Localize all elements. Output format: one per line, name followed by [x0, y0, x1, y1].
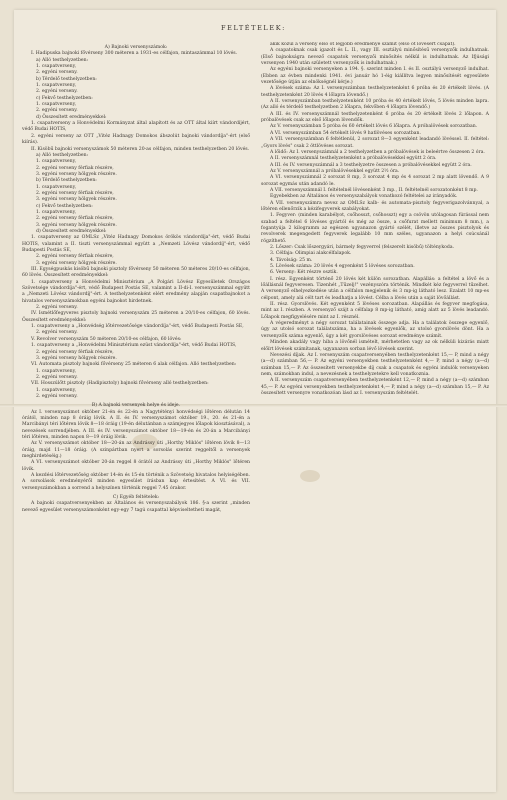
paragraph: Nevezési díjak. Az I. versenyszám csapatversenyében testhelyzetenként 15,— P, mind a négy (a—d) számban 56,— P. Az egyéni versenyekben testhelyzetenként 4,— P, mind a négy (a—d) számban 15,— P. Az összesített versenyekbe díj csak a csapatok és egyéni indulók versenyeken nem, számokban indul, a nevezésnek a testhelyzetekre kell vonatkoznia. [261, 352, 489, 377]
paragraph: 2. egyéni verseny férfiak részére, [36, 165, 114, 171]
paragraph: 1. csapatverseny a „Honvédség lőtérvezetősége vándordíja"-ért, védő Budapesti Postás SE, [31, 324, 244, 330]
paragraph: A III. és IV. versenyszámnál a 3 testhelyzetre összesen a próbalövésekkel együtt 2 óra. [270, 162, 472, 168]
paragraph: 3. egyéni verseny hölgyek részére. [36, 355, 117, 361]
paragraph: b) Térdelő testhelyzetben: [36, 76, 97, 82]
paragraph: 2. egyéni verseny férfiak részére, [36, 254, 114, 260]
paragraph: A kezdési lőtérvezetőség október 14-én és 15-én történik a Szövetség hivatalos helyiségében. A sorsolások eredményéről minden egyesület írásban kap értesítést. A VI. és VII. versenyszámokban a sorrend a helyszínen történik reggel 7.45 órakor. [22, 473, 250, 491]
paragraph: 1. csapatverseny, [36, 209, 77, 215]
paragraph: Egyebekben az Általános és versenyszabályok vonatkozó feltételei az irányadók. [270, 194, 458, 200]
section-heading: B) A bajnoki versenyek helye és ideje. [91, 403, 181, 409]
paragraph: 6. Verseny: Két részre osztik. [270, 270, 338, 276]
paragraph: 2. egyéni verseny. [36, 108, 78, 114]
paragraph: 2. egyéni verseny férfiak részére, [36, 216, 114, 222]
paragraph: VI. Automata pisztoly bajnoki fővérseny 25 méteren 6 alak célfajon. Alló testhelyzetben: [31, 362, 237, 368]
paragraph: 1. csapatverseny a Honvédelmi Kormányzat által alapított és az OTT által kiírt vándordíjért, védő Budai HOTIS, [22, 121, 250, 133]
paragraph: 2. egyéni verseny az OTT „Vitéz Hadnagy Domokos ábszolút bajnoki vándordíja"-ért (első kiírás). [22, 133, 250, 146]
paragraph: 2. Lőszer: Csak lőszergyári, bármely fegyverrel (felszerelt kisöbű) tölténykoda. [270, 245, 455, 250]
paragraph: II. Kisöbű bajnoki versenyszámok 50 méteren 20-as célfajon, minden testhelyzetben 20 lövés. [31, 146, 250, 152]
paragraph: I. Hadipuska bajnoki fővérseny 300 méteren a 1931-es célfajon, mintaszámmal 10 lövés. [31, 51, 238, 57]
paragraph: 3. egyéni verseny hölgyek részére. [36, 197, 117, 203]
paragraph: Az V. versenyszámot október 18—20-án az Andrássy úti „Horthy Miklós" lőtéren lövik 8—13 óráig, majd 11—18 óráig. (A szinpártban nyert a sorsolás szerint reggeltől a versenyek meghirdetéséig.) [22, 441, 250, 459]
paragraph: 1. csapatverseny, [36, 159, 77, 165]
paragraph: A II. versenyszámban testhelyzetenként 10 próba és 40 értékelt lövés, 5 lövés minden lapra. (Az alló és térdelő testhelyzetben 2 lőlapra, fekvőben 4 lőlapra lövendő.) [261, 99, 489, 111]
paragraph: 1. csapatverseny a „Honvédelmi Minisztérium ezüst vándordíja"-ért, védő Budai HOTIS, [31, 343, 237, 349]
paragraph: A VI. versenyszámban 54 értékelt lövés 9 hatlövéses sorozatban. [270, 130, 421, 136]
paragraph: 1. Fegyver: (minden karabélyot, csőhosszt, csőhosszt) egy a csövön utólagosan fúrással nem szabad a feltétel 6 lövéses gyártól és még az össze, a csőfurat mellett minimum 8 mm.), a fogantyúja 2 kilogramm az egészen ugyanazon gyártó szélét, illetve az összes pisztolyok és revolverek megengedett fegyverek legalább 10 mm széles, ugyanazon a helyi csúcsánál rögzíthető. [261, 213, 489, 244]
paragraph: VII. Hosszúlőtt pisztoly (Hadipisztoly) bajnoki fővérseny alló testhelyzetben: [31, 381, 209, 387]
paragraph: 1. csapatverseny, [36, 184, 77, 190]
paragraph: A végeredményt a négy sorozat találatainak összege adja. Ha a találatok összege egyenlő, úgy az utolsó sorozat találatszáma, ha a lövések egyenlők, az utolsó gyorslövés dönt. Ha a versenyzők száma egyenlő, úgy a két gyorslövéses sorozat eredménye számít. [261, 321, 489, 339]
paragraph: c) Fekvő testhelyzetben: [36, 203, 93, 209]
paragraph: 3. Célfaja: Olimpiai alakcélfalapok. [270, 251, 352, 257]
paragraph: a) Alló testhelyzetben: [36, 152, 89, 158]
paragraph: V. Revolver versenyszám 50 méteren 20/10-es célfajon, 60 lövés: [31, 336, 182, 342]
paragraph: A VII. versenyszámra nevez az OMLSz kalb- és automata-pisztoly fegyverigazolvánnyal, a lőtéren ellenőrzik a kézifegyverek szabályokat. [261, 200, 489, 212]
paragraph: A II. versenyszámnál testhelyzetenként a próbalövésekkel együtt 2 óra. [270, 156, 437, 162]
paragraph: A VII. versenyszámban 6 feltétlenül, 2 sorozat 8—3 egyenként leadandó lövéssel. II. feltétel: „Gyors lövés" csak 2 öttlövéses sorozat. [261, 137, 489, 149]
paragraph: 1. csapatverseny, [36, 102, 77, 108]
paragraph: 2. egyéni verseny. [36, 70, 78, 76]
paragraph: Az egyéni bajnoki versenyeken a 194. §. szerint minden I. és II. osztályú versenyző indulhat. (Ebben az évben mindenki 1941. évi január hó 1-éig kiállítva legyen minősítését egyesülete vezetősége útján az elnökségnél kérje.) [261, 67, 489, 86]
paragraph: A VI. versenyszámot október 20-án reggel 8 órától az Andrássy úti „Horthy Miklós" lőtéren lövik. [22, 460, 250, 472]
section-heading: A) Bajnoki versenyszámok: [104, 45, 168, 50]
paragraph: Minden akadály vagy hiba a lövőnél ismételt, mérhetetlen vagy az ok nélküli kizárás miatt előírt lövések számítanak, ugyanazon sorban lévő lövések szerint. [261, 340, 489, 352]
paragraph: 1. csapatverseny az OMLSz „Vitéz Hadnagy Domokos örökös vándordíja"-ért, védő Budai HOTIS, valamint a II. tiszti versenyszámmal együtt a „Nemzeti Lövész vándordíj"-ért, védő Budapesti Postás SE, [22, 235, 250, 253]
paragraph: 4. Távolság: 25 m. [270, 257, 313, 263]
section-heading: C) Egyéb feltételek: [112, 495, 160, 501]
paragraph: d) Összesített eredményekkel: [36, 114, 107, 120]
paragraph: Az I. versenyszámot október 21-én és 22-én a Nagytétényi honvédségi lőtéren délután 14 órától, minden nap 8 óráig lövik. A II. és IV. versenyszámot október 19., 20. és 21-én a Marcibányi téri lőtéren lövik 8—18 óráig (19-én délutánban a számjegyes lőlapok kiosztásával), a nevezések sorrendjében. A III. és IV. versenyszámot október 18—19-én és 20-án a Marcibányi téri lőtéren, minden napon 8—19 óráig lövik. [22, 409, 250, 440]
paragraph: A VI. versenyszámnál 2 sorozat 8 mp, 3 sorozat 4 mp és 4 sorozat 2 mp alatt lövendő. A 9 sorozat egymás után adandó le. [261, 175, 489, 187]
paragraph: b) Térdelő testhelyzetben: [36, 178, 97, 184]
paragraph: 2. egyéni verseny. [36, 89, 78, 95]
right-column [261, 42, 489, 732]
paragraph: II. rész. Gyorslövés. Két egyenként 5 lövéses sorozatban. Alapállás és fegyver megfogása, mint az I. részben. A versenyző szájt a célfalap 8 mp-ig látható, amíg alatt az 5 lövés leadandó. Lőlapok megfigyelésére mint az I. résznél. [261, 302, 489, 320]
paragraph: 2. egyéni verseny. [36, 374, 78, 380]
paragraph: I. rész. Egyenként történő 20 lövés két külön sorozatban. Alapállás: a feltétel a lövő és a lőállásnál fegyveresen. Tizenhét „Tűzelj!" vezényszóra történik. Mindkét kéz fegyverrel tűzelhet. A versenyző elhelyezkedése után a célfalon megjelenik és 3 mp-ig látható lesz. Ezalatt 10 mp-es célpont, amely alá célt tart és leadhatja a lövést. Célba a lövés után a saját lövőállást. [261, 276, 489, 301]
paragraph: A VII. versenyszámnál I. feltételnél lövésenként 3 mp., II. feltételnél sorozatonként 8 mp. [270, 187, 478, 193]
paragraph: A III. és IV. versenyszámnál testhelyzetenként 6 próba és 20 értékelt lövés 2 lőlapon. A próbalövések csak az első lőlapon lövendők. [261, 111, 489, 124]
paragraph: d) Összesített eredményekkel: [36, 228, 107, 234]
paragraph: 1. csapatverseny, [36, 64, 77, 70]
paragraph: 1. csapatverseny, [36, 387, 77, 393]
paragraph: 5. Lövések száma: 20 lövés 4 egyenként 5 lövéses sorozatban. [270, 264, 415, 270]
paragraph: A lövések száma: Az I. versenyszámban testhelyzetenként 6 próba és 20 értékelt lövés. (A testhelyzetenként 20 lövés 4 lőlapra lövendő.) [261, 86, 489, 98]
paragraph: a) Alló testhelyzetben: [36, 57, 89, 63]
paragraph: akik közül a verseny első öt legjobb eredménye számít (első öt lövésért csapat). [270, 42, 456, 47]
paragraph: 2. egyéni verseny. [36, 330, 78, 336]
paragraph: c) Fekvő testhelyzetben: [36, 95, 93, 101]
paragraph: 1. csapatverseny, [36, 368, 77, 374]
paragraph: 2. egyéni verseny férfiak részére, [36, 349, 114, 355]
paragraph: 1. csapatverseny, [36, 83, 77, 89]
paragraph: III. Egységpuskás kisöbű bajnoki pisztoly fővérseny 50 méteren 50 méteres 20/10-es célfajon, 60 lövés. Összesített eredményekkel: [22, 267, 250, 279]
paragraph: A csapatoknak csak igazolt és L. II., vagy III. osztályú minősítésű versenyzők indulhatnak. (Első bajnokságra nevező csapatok versenyzői minősítés nélkül is indulhatnak. Az Ifjúsági versenyen 1940 után született versenyzők is indulhatnak.) [261, 48, 489, 67]
paragraph: 1. csapatverseny a Honvédelmi Minisztérium „A Polgári Lövész Egyesületek Országos Szövetsége vándordíja"-ért, védő Budapest Postás SE, valamint a II-di-I. versenyszámmal együtt a „Nemzeti Lövész vándordíj"-ért. A testhelyzetenként elért eredmény alapján csapatbajnokot a hivatalos versenyszámokban egyéni bajnokot hirdetnek. [22, 279, 250, 304]
paragraph: IV. Ismétlőfegyveres pisztoly bajnoki versenyszám 25 méteren a 20/10-es célfajon, 60 lövés. Összesített eredményekkel: [22, 311, 250, 323]
paragraph: 3. egyéni verseny hölgyek részére. [36, 260, 117, 266]
paragraph: A II. versenyszám csapatversenyében testhelyzetenként 12,— P, mind a négy (a—d) számban 45,— P. Az egyéni versenyekben testhelyzetenként 4,— P, mind a négy (a—d) számban 15,— P. Az összesített versenyre vonatkozóan lásd az I. versenyszám feltételét. [261, 378, 489, 396]
paragraph: 2. egyéni verseny. [36, 393, 78, 399]
paragraph: Az V. versenyszámnál a próbalövésekkel együtt 2½ óra. [270, 168, 400, 174]
paragraph: 3. egyéni verseny hölgyek részére. [36, 222, 117, 228]
paragraph: 3. egyéni verseny hölgyek részére. [36, 171, 117, 177]
paragraph: A lőidő: Az I. versenyszámnál a 2 testhelyzetben a próbalövések is beleértve összesen 2 óra. [270, 149, 485, 155]
paragraph: 2. egyéni verseny. [36, 305, 78, 311]
page-title: FELTÉTELEK: [221, 24, 286, 32]
paragraph: 2. egyéni verseny férfiak részére, [36, 190, 114, 196]
paragraph: Az V. versenyszámban 5 próba és 60 értékelt lövés 6 lőlapra. A próbalövések sorozatban. [270, 124, 478, 130]
left-column [22, 42, 250, 732]
paragraph: A bajnoki csapatversenyekben az Általános és versenyszabályok 186. §-a szerint „minden nevező egyesület versenyszámonként egy-egy 7 tagú csapattal képviseltetheti magát, [22, 501, 250, 513]
